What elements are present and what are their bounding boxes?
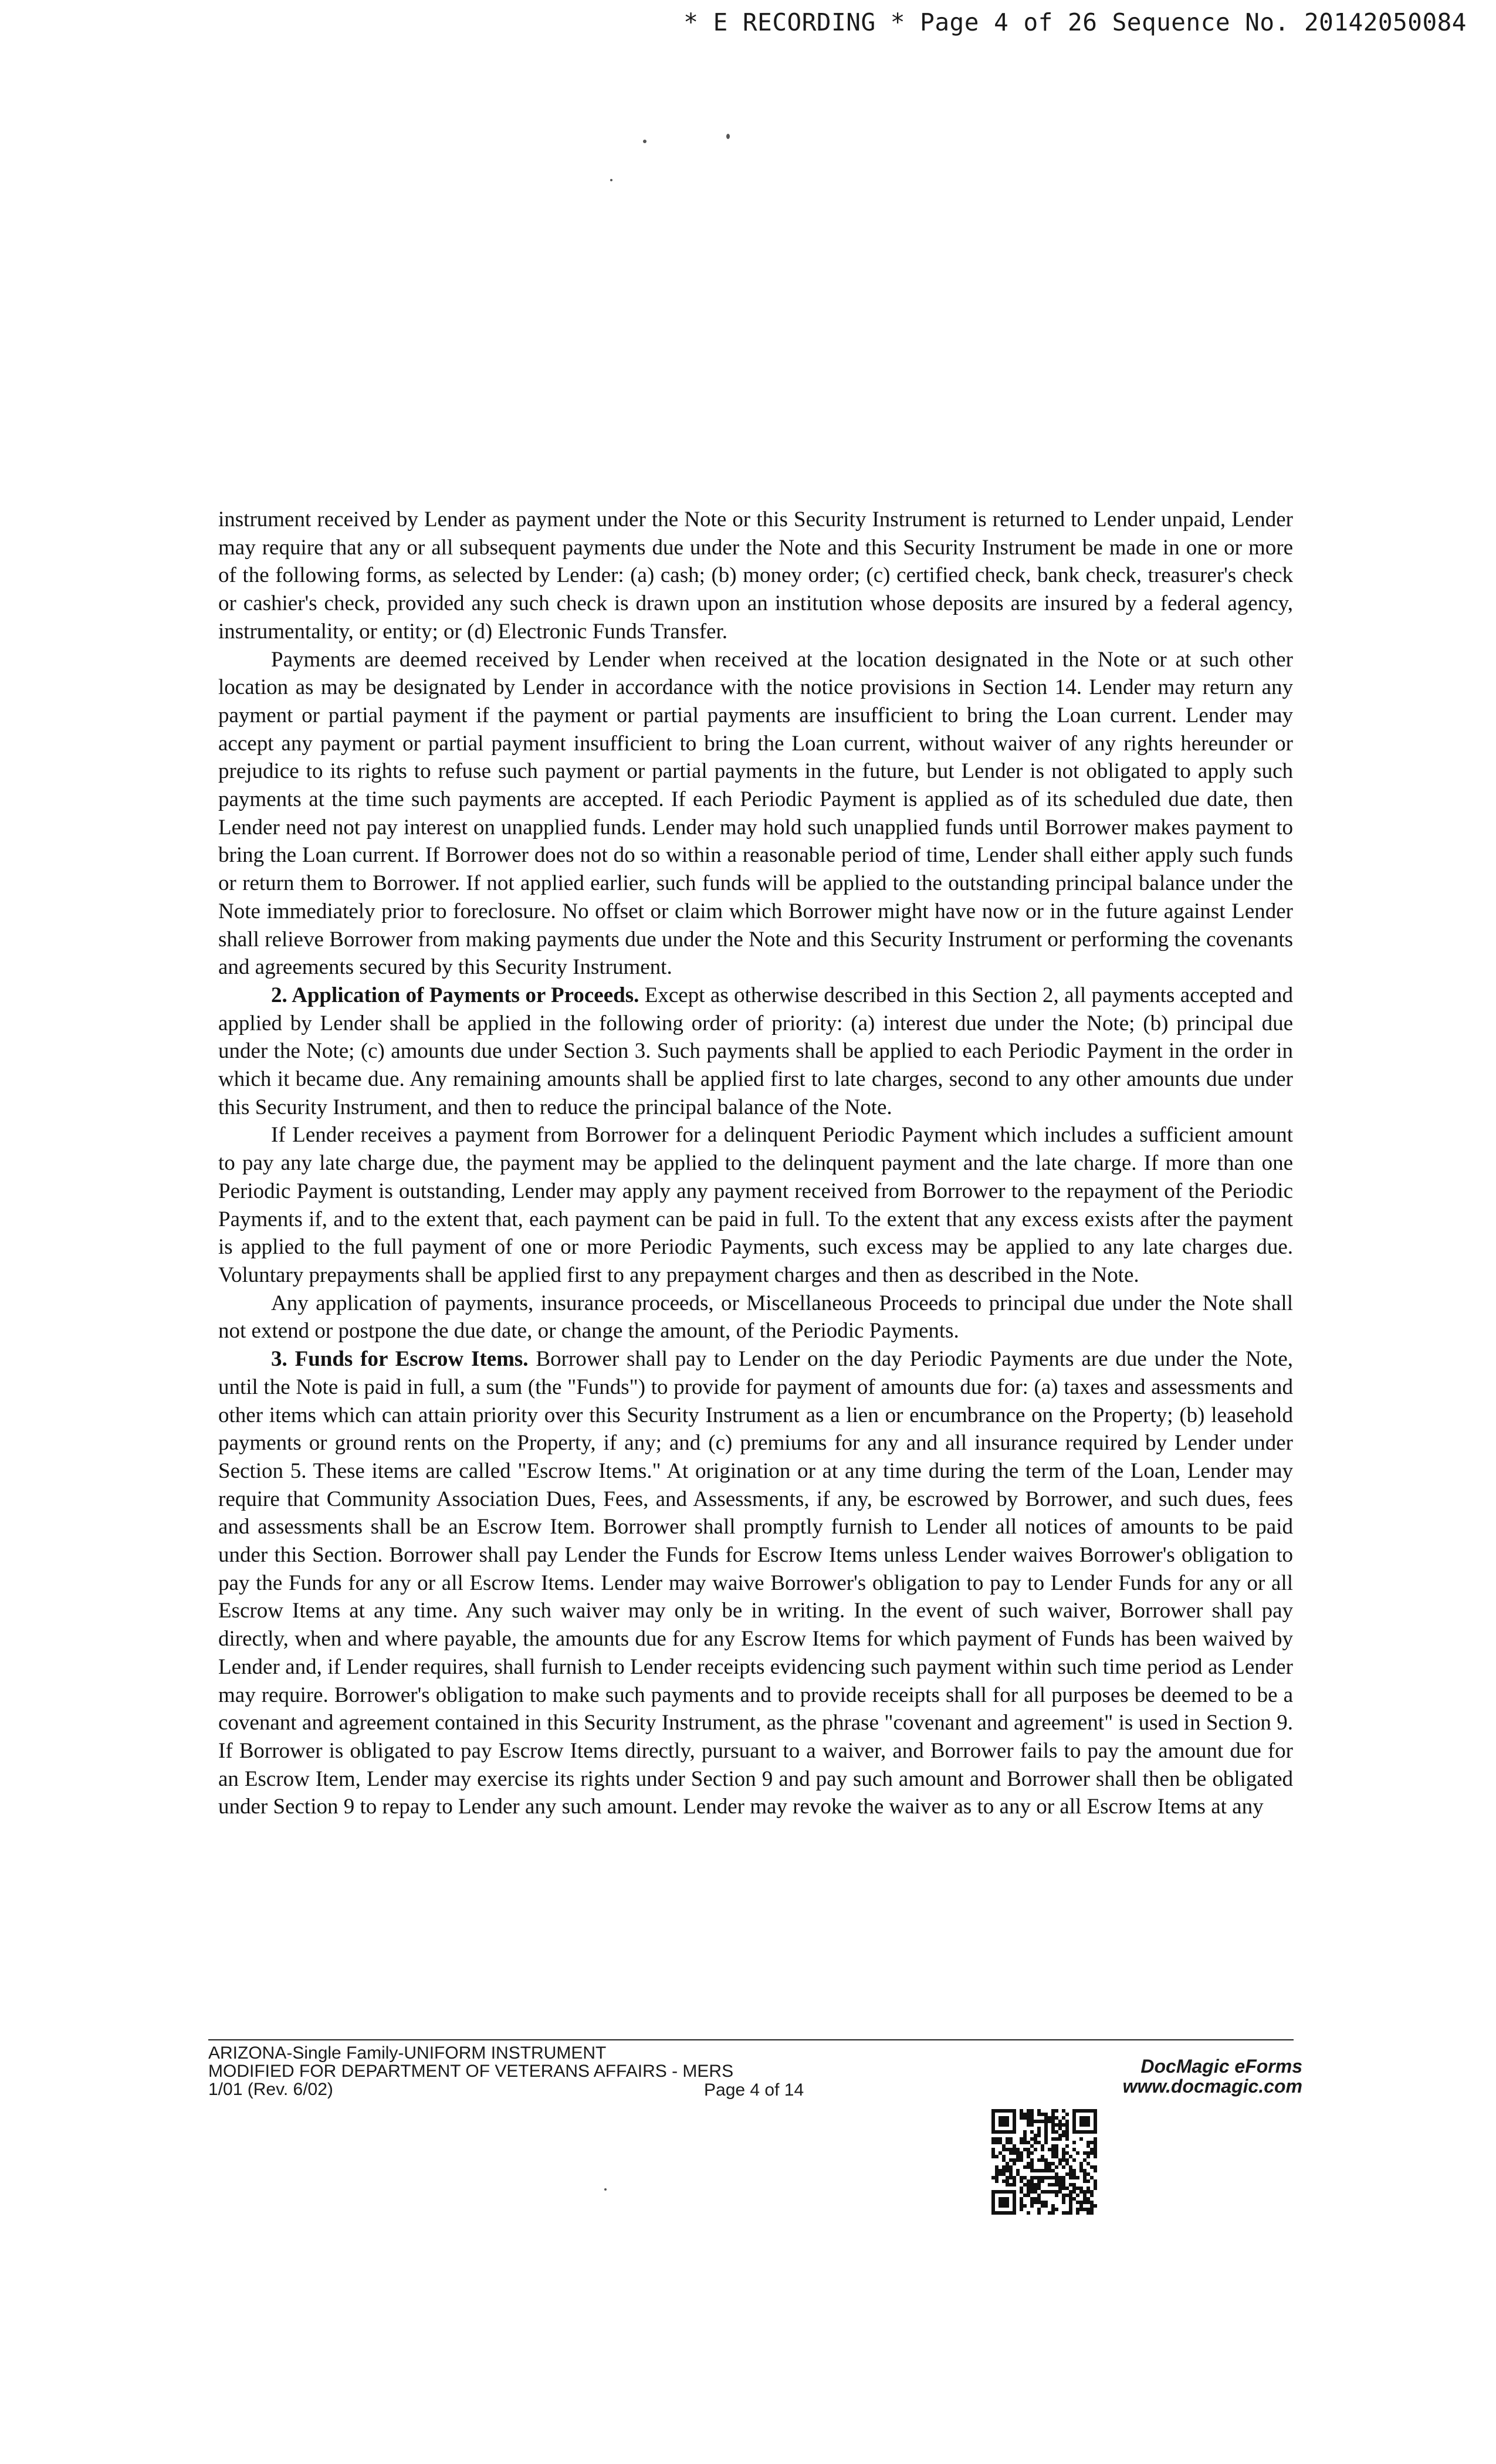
qr-code-icon: [991, 2109, 1097, 2215]
footer-form-revision: 1/01 (Rev. 6/02): [208, 2080, 333, 2099]
scan-speck: [610, 179, 612, 181]
footer-form-modification: MODIFIED FOR DEPARTMENT OF VETERANS AFFAIRS - MERS: [208, 2062, 734, 2081]
paragraph-delinquent-payment: If Lender receives a payment from Borrower for a delinquent Periodic Payment which includes a sufficient amount to pay any late charge due, the payment may be applied to the delinquent payment and the late charge. If more than one Periodic Payment is outstanding, Lender may apply any payment received from Borrower to the repayment of the Periodic Payments if, and to the extent that, each payment can be paid in full. To the extent that any excess exists after the payment is applied to the full payment of one or more Periodic Payments, such excess may be applied to any late charges due. Voluntary prepayments shall be applied first to any prepayment charges and then as described in the Note.: [218, 1123, 1293, 1287]
scan-speck: [726, 134, 730, 139]
footer-page-number: Page 4 of 14: [704, 2080, 804, 2100]
paragraph-application-of-proceeds: Any application of payments, insurance proceeds, or Miscellaneous Proceeds to principal due under the Note shall not extend or postpone the due date, or change the amount, of the Periodic Payments.: [218, 1291, 1293, 1343]
footer-form-info: [208, 2044, 733, 2099]
paragraph-payment-forms: instrument received by Lender as payment under the Note or this Security Instrument is returned to Lender unpaid, Lender may require that any or all subsequent payments due under the Note and this Security Instrument be made in one or more of the following forms, as selected by Lender: (a) cash; (b) money order; (c) certified check, bank check, treasurer's check or cashier's check, provided any such check is drawn upon an institution whose deposits are insured by a federal agency, instrumentality, or entity; or (d) Electronic Funds Transfer.: [218, 507, 1293, 644]
section-2-text: Except as otherwise described in this Section 2, all payments accepted and applied by Lender shall be applied in the following order of priority: (a) interest due under the Note; (b) principal due under the Note; (c) amounts due under Section 3. Such payments shall be applied to each Periodic Payment in the order in which it became due. Any remaining amounts shall be applied first to late charges, second to any other amounts due under this Security Instrument, and then to reduce the principal balance of the Note.: [218, 983, 1293, 1119]
section-2-application-of-payments: [218, 981, 1293, 1122]
scan-speck: [643, 140, 647, 143]
paragraph-payments-received: Payments are deemed received by Lender when received at the location designated in the Note or at such other location as may be designated by Lender in accordance with the notice provisions in Section 14. Lender may return any payment or partial payment if the payment or partial payments are insufficient to bring the Loan current. Lender may accept any payment or partial payment insufficient to bring the Loan current, without waiver of any rights hereunder or prejudice to its rights to refuse such payment or partial payments in the future, but Lender is not obligated to apply such payments at the time such payments are accepted. If each Periodic Payment is applied as of its scheduled due date, then Lender need not pay interest on unapplied funds. Lender may hold such unapplied funds until Borrower makes payment to bring the Loan current. If Borrower does not do so within a reasonable period of time, Lender shall either apply such funds or return them to Borrower. If not applied earlier, such funds will be applied to the outstanding principal balance under the Note immediately prior to foreclosure. No offset or claim which Borrower might have now or in the future against Lender shall relieve Borrower from making payments due under the Note and this Security Instrument or performing the covenants and agreements secured by this Security Instrument.: [218, 647, 1293, 980]
section-3-funds-for-escrow: [218, 1345, 1293, 1821]
footer-form-title: ARIZONA-Single Family-UNIFORM INSTRUMENT: [208, 2043, 607, 2063]
scan-speck: [604, 2188, 607, 2191]
document-body: [218, 506, 1293, 1821]
docmagic-logo: DocMagic eForms: [1140, 2056, 1302, 2077]
recording-header: * E RECORDING * Page 4 of 26 Sequence No. 20142050084: [683, 8, 1467, 36]
section-3-heading: 3. Funds for Escrow Items.: [271, 1347, 529, 1372]
footer-divider: [208, 2039, 1294, 2040]
footer-brand: [1123, 2056, 1302, 2096]
docmagic-url: www.docmagic.com: [1122, 2076, 1302, 2097]
section-3-text: Borrower shall pay to Lender on the day Periodic Payments are due under the Note, until the Note is paid in full, a sum (the "Funds") to provide for payment of amounts due for: (a) taxes and assessments and other items which can attain priority over this Security Instrument as a lien or encumbrance on the Property; (b) leasehold payments or ground rents on the Property, if any; and (c) premiums for any and all insurance required by Lender under Section 5. These items are called "Escrow Items." At origination or at any time during the term of the Loan, Lender may require that Community Association Dues, Fees, and Assessments, if any, be escrowed by Borrower, and such dues, fees and assessments shall be an Escrow Item. Borrower shall promptly furnish to Lender all notices of amounts to be paid under this Section. Borrower shall pay Lender the Funds for Escrow Items unless Lender waives Borrower's obligation to pay the Funds for any or all Escrow Items. Lender may waive Borrower's obligation to pay to Lender Funds for any or all Escrow Items at any time. Any such waiver may only be in writing. In the event of such waiver, Borrower shall pay directly, when and where payable, the amounts due for any Escrow Items for which payment of Funds has been waived by Lender and, if Lender requires, shall furnish to Lender receipts evidencing such payment within such time period as Lender may require. Borrower's obligation to make such payments and to provide receipts shall for all purposes be deemed to be a covenant and agreement contained in this Security Instrument, as the phrase "covenant and agreement" is used in Section 9. If Borrower is obligated to pay Escrow Items directly, pursuant to a waiver, and Borrower fails to pay the amount due for an Escrow Item, Lender may exercise its rights under Section 9 and pay such amount and Borrower shall then be obligated under Section 9 to repay to Lender any such amount. Lender may revoke the waiver as to any or all Escrow Items at any: [218, 1347, 1293, 1819]
section-2-heading: 2. Application of Payments or Proceeds.: [271, 983, 639, 1007]
